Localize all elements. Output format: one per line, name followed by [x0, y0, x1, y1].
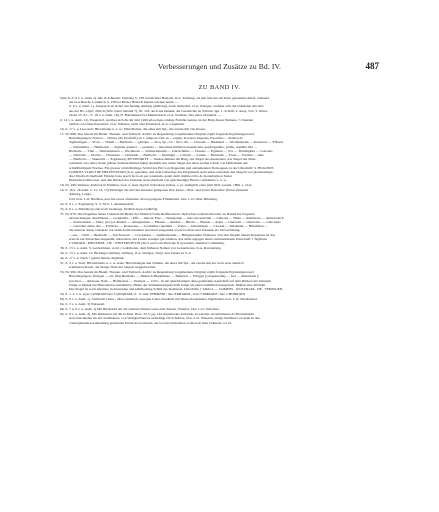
running-title: Verbesserungen und Zusätze zu Bd. IV. [157, 62, 282, 71]
errata-line: 51, Z. 4 v. u. Statt: Hirschblutter u. s. w. setze: Hirschbungen nah Saftelin, die eines mit Spf., die zweite mit zur noch zwei deutlich [60, 261, 244, 266]
errata-entry [60, 261, 386, 269]
errata-entry [60, 127, 386, 131]
errata-line: 17, Nr. 996. Das bereits im Breuil. Thesaur- und Taxbuch- Archiv zu Regensburg vorgefundene Original ergibt folgende Ergänzungen und [60, 132, 254, 137]
errata-line: — Rabentilles — Hetthernis — trigintar quatuor — perantia — innormati milleben desenticatus quadragesimo; primo, septima ibis — [69, 144, 258, 149]
errata-line: 18, Nr. 298. Weiterer Abdruck in Wunibur, Gen. d. neue Jagd in Schwaben, Insbes. a. pl. bezüglich einer (mit XIII. Geseln. 1806. a. 214). [60, 183, 253, 188]
errata-line: 38, Z. 13 v. u. Anm. S. Gerbrickhen, wohl = Gaiblhofen, dem früheren Namen von Gernerhofen, O.A. Ravensburg. [60, 246, 222, 251]
errata-entry [60, 256, 386, 260]
running-header [0, 62, 439, 78]
errata-line: 44, Z. 17 v. u. Nach † gabbit hinein: Sigillum. [60, 256, 125, 261]
errata-line: 59, Z. 1. 2. v. u. statt: CONRADI fies: C(ON)RADI; Z. 11 statt: EHEREBI : lies: ERHARDI ; statt: COMRADI : lies: CHONRADI [60, 292, 245, 297]
errata-entry [60, 251, 386, 255]
errata-line: Seite 9, Z. 6 v. u. Anm. 2). Die O.A.Beschr. Tettnang S. 238 verzeichnet Haslach, O.A. Tettnang, als den Sitz des im Texte genannten Adels, während [60, 96, 269, 100]
errata-entry [60, 292, 386, 296]
errata-entry [60, 246, 386, 250]
errata-entry [60, 188, 386, 201]
errata-line: 35, Z. 6 v. u. Mistalberg statt hoch beantragt, fördlich etwas bedürftig. [60, 206, 159, 211]
errata-entry [60, 207, 386, 211]
errata-line: 37, Nr. 976. Die Doppliste dieser Urkunde im Besitz der fürstlich Salm-Reifferscheid- Dyk'schen Grafschaftsarchiv zu Baindt hat folgende [60, 211, 255, 216]
errata-line: 60, Z. 8 v. u. Anm. 1). Vielleicht Unter-, Ober-Sendlach, bezogen Unter-Sundlach mit Oberschwandeiner Jägerhölzer, bzw. L.O. Wiedenstrel. [60, 297, 258, 302]
errata-line: aber flinchoch hierhand: Emptie bona praeli facta est per parentum, quam dedit domino Otto de Koteningin et Steier [69, 174, 232, 179]
errata-line: 19, Z. 16 u. 28 Anm. 2, 12, 14, 15) Rücktiger die drei hei einander gelegenen Orte Unter-, Ober- und Unter-Ensweiler (Unter-Zinnerm [60, 188, 248, 193]
errata-line: 66, Z. 7 u. 8 v. u. Anm. 1) Mit Rücksicht auf die anderen Namen weist eher Zluster, Wuettes, bzw. L.O. Vellacker. [60, 307, 220, 312]
errata-line: Berichtigungen: Vertigen — alt; fitus Berthollo — Heinrich Hindelmuot — Heinrich — Eringen (|| ungunerum) — fuci — misterialis (| [69, 274, 259, 279]
errata-line: 22, Z. 9 v. o. Ergänzung. S. V. M.S. 1. Ahnbenerdorf. [60, 201, 135, 206]
errata-line: Z. 14 v. u. Anm. 12). Essendorf, welches sich die im Jahr 1269 erloschene adelige Familie nannte, ist der Burg dieses Namens, ½ Stunden [60, 117, 254, 122]
errata-line: somnanti. An rother, heute gelben Seidenschnüren hängt ebenfalls das runde Siegel des alten Grafen Ulrich von Helfenstein aus [69, 161, 248, 166]
errata-line: die O.A.Beschr. Leutkirch S. 138 bei Besser Haslach keinen solchen nennt. — [69, 100, 179, 105]
errata-line: 16, Z. 17 v. u. Lies statt: Hirschlatter u. a. w.: Hirschlatten, die eines mit Spf., die zweite mit vier Rosen. [60, 127, 206, 132]
errata-line: 55, Nr. 996. Das bereits im Breuil. Thesaur- und Taxbuch- Archiv zu Regensburg vorgefundene Original ergibt folgende Ergänzungen und [60, 270, 254, 275]
errata-line: Berthollo — Vilat — Wielandriesen — Wechnrein — Schmeckstetten — Durrschmitz — Churste — Egmann — Vra — Thaddigkita — Gotronis [69, 148, 273, 153]
errata-entry [60, 183, 386, 187]
errata-entry [60, 297, 386, 301]
errata-line: 94, Z. 8 v. u. Anm. 4). Mit Rückstant auf die in Mon. Boic. 33 S. pg. 144 abgedruckte Urkunde, in welcher ein Wernherus de Blochenstein [60, 312, 254, 317]
errata-line: chaba 25. 8.1.; Z. 18 v. u. Anm. 18), N. Baltshausen bei Meinersbach, O.A. Waldsee, Sitz eines Ortsadels. — [69, 112, 222, 117]
errata-line: vorhergehenden Anmerkung genannten Entwickl, bewiesen, der bei das Ortsnamen wohl noch über Urkunde vor 21. [69, 320, 233, 325]
errata-line: Berichtigungen: Nuncia ... Virtues (als Urschrift): in J. tempore: fats, in ... regnis; in tenore Orgenas, Exercitus ... Osttirol de [69, 136, 243, 141]
errata-entry [60, 302, 386, 306]
errata-line: östlich von Unter-Essendorf, O.A. Waldsee, nicht aber Essendorf, O.A. Laupheim. [69, 122, 185, 127]
errata-line: Amberg. Lange- [69, 192, 93, 197]
errata-line: Z. 9 v. u. Anm. 1). Arnsperch ist sicher das heutige Amberg (Amburg), Gem. Reiterhof, O.A. Wangen, worüber sich die Urkunden des Orts [69, 104, 264, 109]
errata-line: bringt er Dinkel bei Hettenhofen ausnahmsw. Hinzu der Vermerkstempelschrift bringt bis einen ausfüllich beanspruch. Mahnn eine Wachsm [69, 282, 266, 287]
errata-line: COMITIS VLRICI DE HELFENSTAIN (h. Ir. genannt). Auf dem Ueberlage des Pergaments steht unten zwischen den Siegeln von gleichzeitiger, [69, 169, 274, 174]
errata-line: servictos — debersus. Nam — Heilbronns — Vertigen — 1225... In der gleichzeitigen ohne gebundene Aufschrift auf dem Rücken der Urkunde [69, 278, 271, 283]
errata-line: ... aus — fehlt — Berthollo — Vorchovewn — Livopalduc — Albmacharum — Hillgenreuther Zbuteren. Von den Siegeln diesen Doppelate ist das [69, 232, 275, 237]
errata-entry [60, 270, 386, 291]
errata-line: 43, Z. 13 v. u. Anm. 10. Bichinger Amberg. Amberg, O.A. Wangen. Vergl. den Zusatz zu S. 9. [60, 251, 192, 256]
errata-line: sich entschieden als des Sollshauses, von Weingartbauern, unbedingt ein Schönloz, bzw. L.O. Wissentt, einige Stelldien von denn in den [69, 316, 260, 321]
errata-line: CVNRADI . PINCERNE . DE . WINTERSTETIN (die S und vom Theil die N gewendet, ziemlich vollständig. [69, 241, 225, 246]
errata-line: — Seltwerkerle — Herz, (sec) et Ahnhof — omnigeniusn — Hirstin — Ahnhof — Hiroln — Hennis — Argla — Chnracht — Chunrado — collecrapis [69, 220, 281, 225]
errata-line: erste in ein Stückchen eingenäht, unbrechen, das zweite weniger gut erhalten, das dritte dagegen lauter, nebenstehende Umschrift: † Sigillum [69, 236, 267, 241]
errata-line: schildförmigem Wachse. Ein grosser schildförmiger Schild des Hof von Doppelten und aufstehenden Tierkoppen, in der Umschrift: S. HUGONIS [69, 165, 274, 170]
errata-line: 64, Z. 3 v. u. Anm. 3) Weissend. [60, 302, 106, 307]
errata-line: aus der Hs. Ldgrf. Zürich (Stift. Liber Sebaldi 7), Nr. 118, auch aus Denkm. der Geschichte zu Schönb. Jgn. 1. Schrift, 2. Ausg. Tob. 3. Obers- [69, 108, 269, 113]
page-number: 487 [365, 61, 379, 71]
errata-entry [60, 307, 386, 311]
errata-entry [60, 118, 386, 126]
errata-entry [60, 132, 386, 182]
errata-line: Heinrichen filius eius. Auf den Rücken der Urkunde steht ebenfalls von gleichzeitiger Hand: confirmatio a. u. w. [69, 178, 227, 183]
errata-line: erhaltenen Rosen, der übrige Theil des Siegels weggebrochen. [69, 265, 157, 270]
errata-entry [60, 212, 386, 246]
errata-list [60, 96, 386, 326]
errata-entry [60, 96, 386, 117]
errata-line: Das Siegel ist noch erhalten; in dreieckige und halbfleckige Schild des Rohrbeck, Umschrift: † SIGILL — COMITIS . WOLVRADI . DE . VERINGEN. [69, 287, 284, 292]
errata-line: die unterste dieser Urkunde war beim Archivbeamten notorisch ausgestellt sowie ist diese und Urkunde als Verwechslung. [69, 228, 241, 233]
errata-line: Abweichungen: stunttimaus — reciplemti — Effs — mercer-Free — Wassgarten — tule successivum — Chuonis — Hiein — Rahberare — Amtelcetech [69, 215, 284, 220]
errata-line: fold, bzw. L.O. Buchlen, und das etwas oftleender davon gelegene Frimmental, bzw. L.O. Ober-Dürnberg. [69, 196, 218, 201]
errata-entry [60, 202, 386, 206]
errata-line: Sigmaringen — Vivat — Titium — Berthollo — galeque — Zrsq. Sp., CC., XLI., Pn. — Chuonis — Burkhard — Wechinsheim — Kesselow — Effrarts [69, 140, 284, 145]
errata-line: — Ostterlin — Uleche — Chunrado — Chunradi — Berthollo — Dattingin — Cilvehr — scutius — Buttindis — Freie — Vrwitha — Alle [69, 153, 264, 158]
errata-line: — Berthollo — Sinnreich — Ergänzung: BVSSENRITE — Ileniee-dimnea die Burg, das Siegel des Ausstellers, das Siegel des dritte [69, 157, 256, 162]
section-heading: ZU BAND IV. [198, 84, 241, 91]
errata-entry [60, 312, 386, 325]
errata-line: — Gertriner anfan den — Friderics — Roussanes — Cromeline capellani — Vrstel — Giluabingen — Cirosde — Smakenkr — Hinnhfeck ... [69, 224, 268, 229]
